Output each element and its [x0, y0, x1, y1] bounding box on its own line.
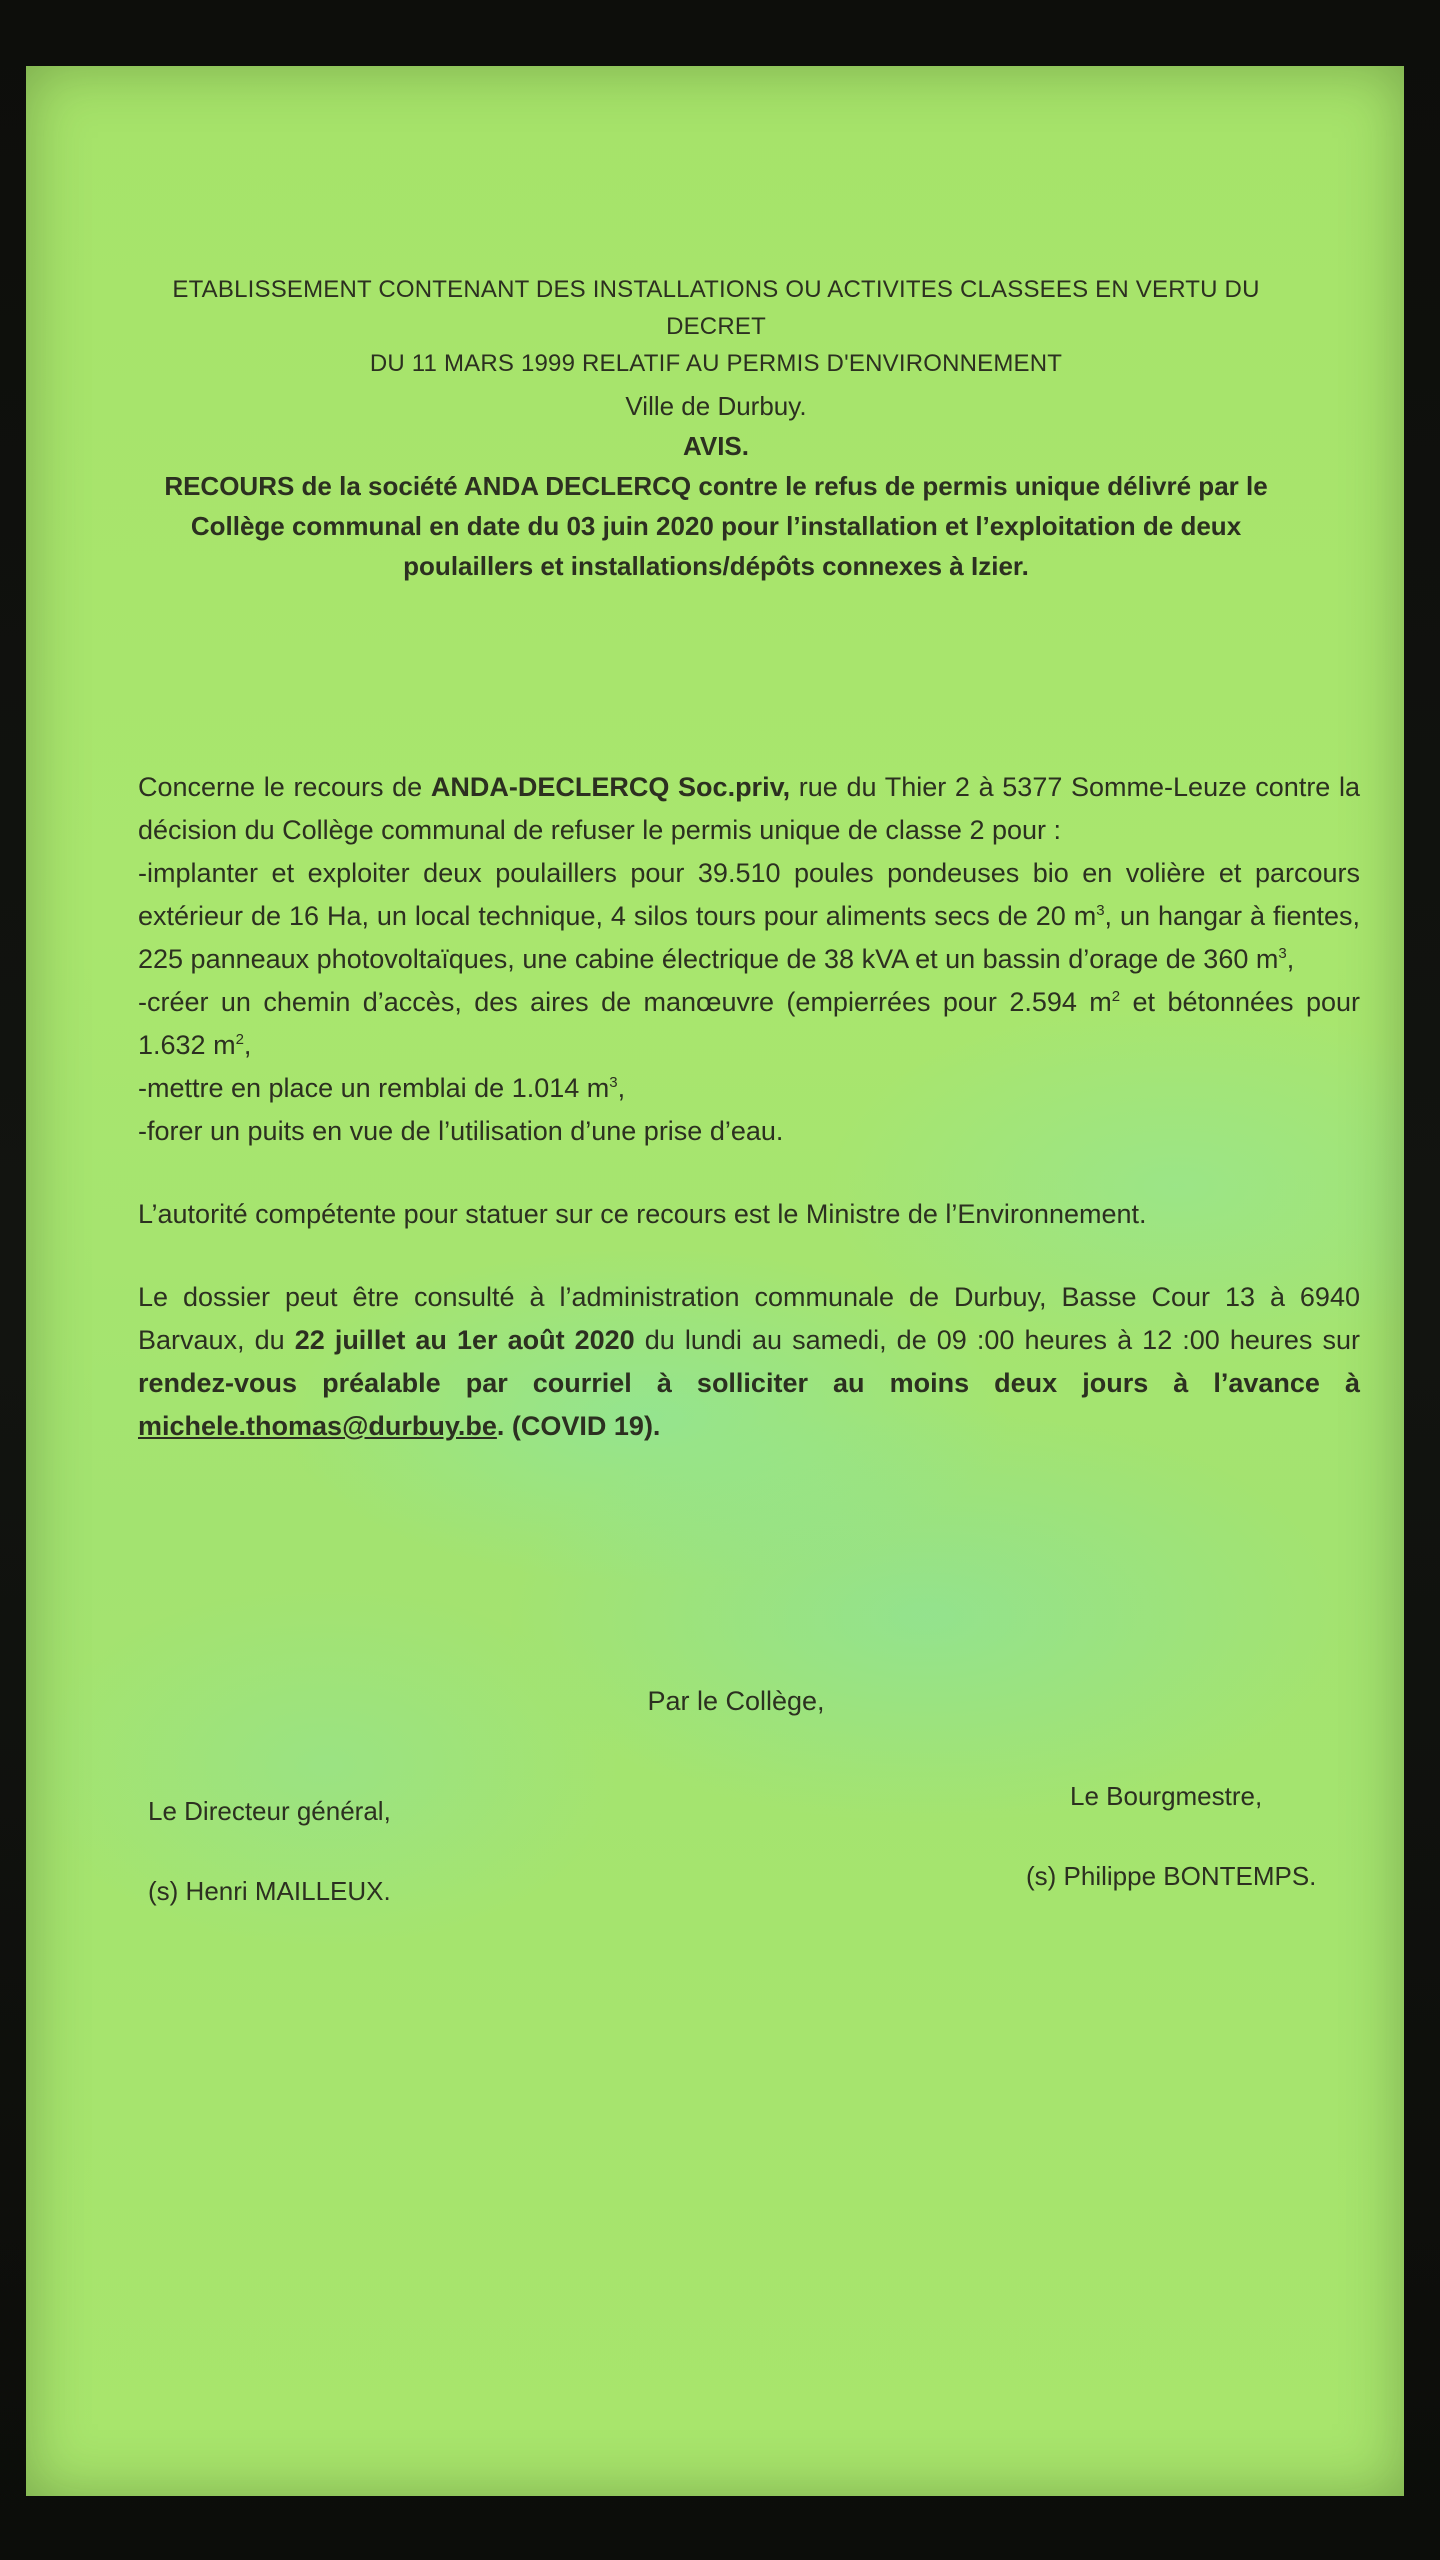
- item1-part-b: , un hangar à fientes, 225 panneaux photovoltaïques, une cabine électrique de 38 kVA et un bassin d’orage de 360 m: [138, 901, 1360, 974]
- consult-hours: du lundi au samedi, de 09 :00 heures à 12 :00 heures sur: [634, 1325, 1361, 1355]
- item-puits: -forer un puits en vue de l’utilisation d’une prise d’eau.: [138, 1116, 784, 1146]
- spacer: [138, 1153, 1360, 1193]
- recours-prefix: RECOURS: [164, 471, 295, 501]
- covid-note: . (COVID 19).: [496, 1411, 661, 1441]
- signature-directeur: [148, 1771, 391, 1931]
- concerne-intro: Concerne le recours de: [138, 772, 431, 802]
- avis-title: AVIS.: [683, 431, 749, 461]
- bourgmestre-name: (s) Philippe BONTEMPS.: [1026, 1861, 1317, 1891]
- bourgmestre-title: Le Bourgmestre,: [1070, 1781, 1263, 1811]
- consult-intro: Le dossier peut être consulté à l’administration communale de Durbuy, Basse Cour 13 à 6940 Barvaux, du: [138, 1282, 1360, 1355]
- heading-line-2: DU 11 MARS 1999 RELATIF AU PERMIS D'ENVIRONNEMENT: [369, 350, 1063, 377]
- item2-part-c: ,: [243, 1030, 252, 1060]
- notice-heading: [136, 271, 1296, 382]
- appellant-name: ANDA-DECLERCQ Soc.priv,: [430, 772, 791, 802]
- superscript-3: 3: [1096, 902, 1105, 919]
- consultation-paragraph: [138, 1276, 1360, 1448]
- recours-rest: contre le refus de permis unique délivré par le Collège communal en date du 03 juin 2020 pour l’installation et l’exploitation de deux poulaillers et installations/dépôts connexes à Izier.: [190, 471, 1268, 581]
- concerne-rest: rue du Thier 2 à 5377 Somme-Leuze contre la décision du Collège communal de refuser le permis unique de classe 2 pour :: [138, 772, 1361, 845]
- item1-part-a: -implanter et exploiter deux poulaillers pour 39.510 poules pondeuses bio en volière et parcours extérieur de 16 Ha, un local technique, 4 silos tours pour aliments secs de 20 m: [138, 858, 1360, 931]
- consult-appointment: rendez-vous préalable par courriel à solliciter au moins deux jours à l’avance à: [138, 1368, 1360, 1398]
- item1-part-c: ,: [1286, 944, 1295, 974]
- signature-bourgmestre: [1026, 1756, 1316, 1916]
- item-implanter: [138, 852, 1360, 981]
- heading-line-1: ETABLISSEMENT CONTENANT DES INSTALLATIONS OU ACTIVITES CLASSEES EN VERTU DU DECRET: [172, 276, 1260, 340]
- concerne-paragraph: [138, 766, 1360, 852]
- authority-paragraph: L’autorité compétente pour statuer sur ce recours est le Ministre de l’Environnement.: [138, 1199, 1147, 1229]
- superscript-2: 2: [1111, 988, 1121, 1005]
- notice-sheet: [26, 66, 1404, 2496]
- par-le-college: Par le Collège,: [647, 1686, 825, 1716]
- town-name: Ville de Durbuy.: [625, 391, 807, 421]
- superscript-3: 3: [1278, 945, 1287, 962]
- consult-dates: 22 juillet au 1er août 2020: [294, 1325, 635, 1355]
- directeur-title: Le Directeur général,: [148, 1796, 391, 1826]
- avis-block: [136, 386, 1296, 586]
- recours-summary: [136, 466, 1296, 586]
- item2-part-b: et bétonnées pour 1.632 m: [138, 987, 1360, 1060]
- superscript-3: 3: [609, 1074, 618, 1091]
- superscript-2: 2: [235, 1031, 244, 1048]
- item3-part-b: ,: [617, 1073, 626, 1103]
- item2-part-a: -créer un chemin d’accès, des aires de manœuvre (empierrées pour 2.594 m: [138, 987, 1112, 1017]
- recours-mid: de la société: [294, 471, 464, 501]
- notice-body: [138, 766, 1360, 1448]
- directeur-name: (s) Henri MAILLEUX.: [148, 1876, 391, 1906]
- item-creer: [138, 981, 1360, 1067]
- spacer: [138, 1236, 1360, 1276]
- recours-company: ANDA DECLERCQ: [463, 471, 692, 501]
- item-remblai: [138, 1067, 1360, 1110]
- item3-part-a: -mettre en place un remblai de 1.014 m: [138, 1073, 610, 1103]
- contact-email-link[interactable]: michele.thomas@durbuy.be: [138, 1411, 497, 1441]
